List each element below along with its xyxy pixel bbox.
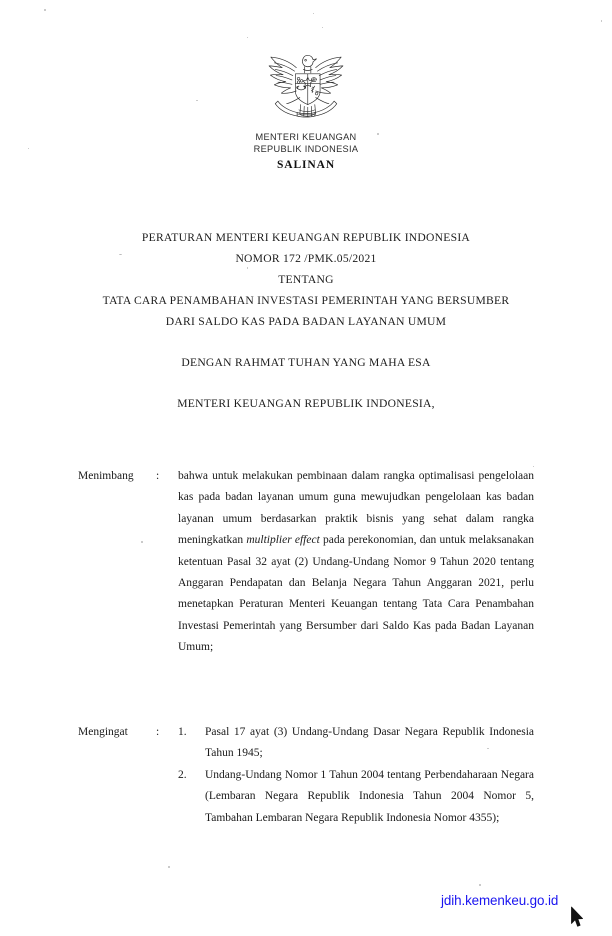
list-item-text: Pasal 17 ayat (3) Undang-Undang Dasar Negara Republik Indonesia Tahun 1945; bbox=[205, 726, 534, 760]
scan-speckle bbox=[322, 27, 323, 28]
considerations-text-part-1: bahwa untuk melakukan pembinaan dalam rangka optimalisasi pengelolaan kas pada badan layanan umum guna mewujudkan pengelolaan kas badan layanan umum berdasarkan praktik bisnis yang sehat dalam rangka meningkatkan bbox=[178, 470, 534, 547]
considerations-text-part-2: pada perekonomian, dan untuk melaksanakan ketentuan Pasal 32 ayat (2) Undang-Undang Nomor 9 Tahun 2020 tentang Anggaran Pendapatan dan Belanja Negara Tahun Anggaran 2021, perlu menetapkan Peraturan Menteri Keuangan tentang Tata Cara Penambahan Investasi Pemerintah yang Bersumber dari Saldo Kas pada Badan Layanan Umum; bbox=[178, 534, 535, 654]
scan-speckle bbox=[479, 884, 481, 886]
considerations-italic-term: multiplier effect bbox=[246, 534, 320, 547]
considerations-section bbox=[78, 466, 534, 659]
letterhead bbox=[0, 131, 612, 155]
list-item-number: 1. bbox=[178, 726, 187, 738]
list-item-text: Undang-Undang Nomor 1 Tahun 2004 tentang Perbendaharaan Negara (Lembaran Negara Republik Indonesia Tahun 2004 Nomor 5, Tambahan Lembaran Negara Republik Indonesia Nomor 4355); bbox=[205, 768, 534, 824]
issuing-authority-line: MENTERI KEUANGAN REPUBLIK INDONESIA, bbox=[177, 397, 435, 410]
legal-basis-section bbox=[78, 722, 534, 829]
considerations-label: Menimbang bbox=[78, 470, 134, 482]
legal-basis-colon: : bbox=[156, 726, 160, 738]
scan-speckle bbox=[247, 37, 248, 38]
garuda-pancasila-emblem bbox=[262, 48, 350, 126]
title-line-subject-1: TATA CARA PENAMBAHAN INVESTASI PEMERINTAH YANG BERSUMBER bbox=[102, 294, 510, 307]
invocation-line: DENGAN RAHMAT TUHAN YANG MAHA ESA bbox=[181, 356, 431, 369]
title-line-regulation: PERATURAN MENTERI KEUANGAN REPUBLIK INDONESIA bbox=[141, 231, 471, 244]
title-line-number: NOMOR 172 /PMK.05/2021 bbox=[235, 252, 377, 265]
jdih-watermark: jdih.kemenkeu.go.id bbox=[441, 893, 559, 908]
letterhead-line-2: REPUBLIK INDONESIA bbox=[253, 144, 359, 154]
considerations-body bbox=[178, 466, 534, 659]
mouse-pointer-cursor bbox=[570, 906, 584, 928]
scan-speckle bbox=[44, 9, 46, 11]
title-line-subject-2: DARI SALDO KAS PADA BADAN LAYANAN UMUM bbox=[165, 315, 447, 328]
legal-basis-list bbox=[178, 722, 534, 829]
list-item bbox=[178, 765, 534, 829]
legal-basis-label: Mengingat bbox=[78, 726, 128, 738]
emblem-container bbox=[0, 48, 612, 126]
scan-speckle bbox=[313, 13, 314, 14]
list-item-number: 2. bbox=[178, 768, 187, 781]
scan-speckle bbox=[601, 20, 602, 22]
copy-mark: SALINAN bbox=[276, 159, 336, 171]
considerations-colon: : bbox=[156, 470, 160, 482]
title-line-about: TENTANG bbox=[278, 273, 334, 286]
list-item bbox=[178, 722, 534, 765]
letterhead-line-1: MENTERI KEUANGAN bbox=[255, 132, 357, 142]
document-title-block bbox=[0, 227, 612, 332]
scan-speckle bbox=[168, 866, 170, 868]
